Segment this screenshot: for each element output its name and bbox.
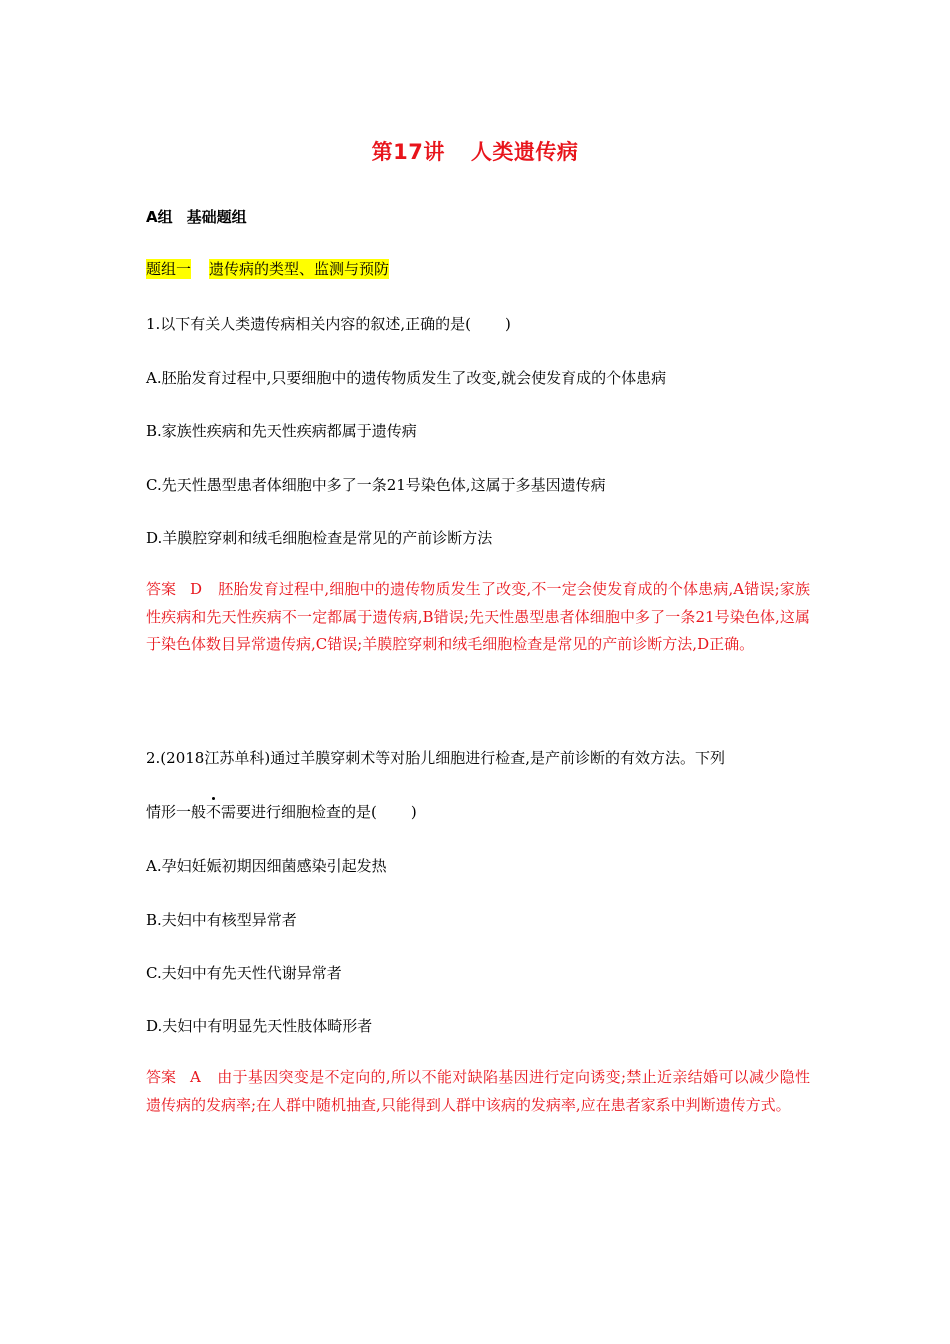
q1-option-a: A.胚胎发育过程中,只要细胞中的遗传物质发生了改变,就会使发育成的个体患病: [146, 369, 667, 387]
topic-heading: [146, 258, 389, 279]
group-name: 基础题组: [186, 208, 247, 226]
q1-answer-label: 答案: [146, 580, 177, 598]
q2-stem-line2: [146, 801, 417, 822]
q2-stem-line1: 2.(2018江苏单科)通过羊膜穿刺术等对胎儿细胞进行检查,是产前诊断的有效方法。下列: [146, 749, 725, 767]
q2-answer-key: A: [190, 1068, 201, 1086]
q1-option-c: C.先天性愚型患者体细胞中多了一条21号染色体,这属于多基因遗传病: [146, 476, 606, 494]
q1-stem-text: 1.以下有关人类遗传病相关内容的叙述,正确的是(: [146, 315, 471, 333]
q1-option-b: B.家族性疾病和先天性疾病都属于遗传病: [146, 422, 417, 440]
q2-answer-label: 答案: [146, 1068, 177, 1086]
q1-answer-key: D: [190, 580, 203, 598]
q2-option-d: D.夫妇中有明显先天性肢体畸形者: [146, 1017, 373, 1035]
page-title: [0, 136, 950, 166]
topic-code: 题组一: [146, 260, 192, 278]
q1-option-d: D.羊膜腔穿刺和绒毛细胞检查是常见的产前诊断方法: [146, 529, 493, 547]
q2-stem-part-a: 情形一般: [146, 803, 207, 821]
group-code: A组: [146, 208, 173, 226]
q2-option-b: B.夫妇中有核型异常者: [146, 911, 297, 929]
topic-name: 遗传病的类型、监测与预防: [209, 260, 390, 278]
lesson-name: 人类遗传病: [470, 140, 579, 164]
group-heading: [146, 206, 247, 227]
lesson-number: 第17讲: [371, 140, 445, 164]
q2-stem-part-b: 需要进行细胞检查的是(: [221, 803, 377, 821]
q1-stem: [146, 313, 511, 334]
q2-option-c: C.夫妇中有先天性代谢异常者: [146, 964, 342, 982]
q1-stem-end: ): [504, 315, 511, 333]
q2-answer: [146, 1064, 810, 1119]
q2-option-a: A.孕妇妊娠初期因细菌感染引起发热: [146, 857, 387, 875]
q2-emphasis-char: 不: [206, 803, 222, 821]
q1-explanation: 胚胎发育过程中,细胞中的遗传物质发生了改变,不一定会使发育成的个体患病,A错误;家族性疾病和先天性疾病不一定都属于遗传病,B错误;先天性愚型患者体细胞中多了一条21号染色体,这属于染色体数目异常遗传病,C错误;羊膜腔穿刺和绒毛细胞检查是常见的产前诊断方法,D正确。: [146, 580, 810, 653]
q2-stem-end: ): [410, 803, 417, 821]
q2-explanation: 由于基因突变是不定向的,所以不能对缺陷基因进行定向诱变;禁止近亲结婚可以减少隐性遗传病的发病率;在人群中随机抽查,只能得到人群中该病的发病率,应在患者家系中判断遗传方式。: [146, 1068, 810, 1114]
q1-answer: [146, 576, 810, 659]
